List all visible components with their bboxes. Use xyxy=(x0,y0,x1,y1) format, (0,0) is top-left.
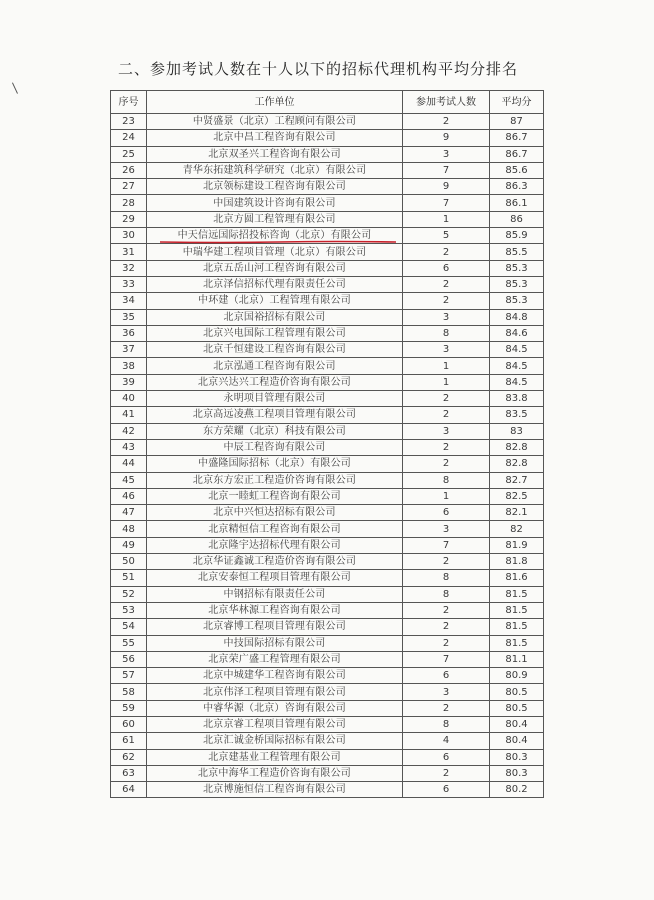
cell-name: 北京华林源工程咨询有限公司 xyxy=(147,602,403,618)
cell-rank: 30 xyxy=(111,228,147,244)
cell-avg: 82.8 xyxy=(490,439,544,455)
table-row xyxy=(111,293,544,309)
cell-avg: 86.1 xyxy=(490,195,544,211)
table-row xyxy=(111,684,544,700)
cell-name: 北京东方宏正工程造价咨询有限公司 xyxy=(147,472,403,488)
cell-name: 永明项目管理有限公司 xyxy=(147,391,403,407)
cell-avg: 82.5 xyxy=(490,488,544,504)
table-row xyxy=(111,407,544,423)
cell-avg: 80.9 xyxy=(490,668,544,684)
cell-rank: 43 xyxy=(111,439,147,455)
cell-name: 北京中城建华工程咨询有限公司 xyxy=(147,668,403,684)
table-row xyxy=(111,309,544,325)
cell-name: 北京安泰恒工程项目管理有限公司 xyxy=(147,570,403,586)
cell-avg: 84.5 xyxy=(490,342,544,358)
ranking-table xyxy=(110,90,544,798)
cell-name: 北京华证鑫诚工程造价咨询有限公司 xyxy=(147,554,403,570)
table-header-row xyxy=(111,91,544,114)
cell-name: 中天信远国际招投标咨询（北京）有限公司 xyxy=(147,228,403,244)
cell-count: 2 xyxy=(403,114,490,130)
cell-avg: 84.6 xyxy=(490,325,544,341)
cell-avg: 86.3 xyxy=(490,179,544,195)
cell-count: 5 xyxy=(403,228,490,244)
table-row xyxy=(111,749,544,765)
cell-name: 中盛隆国际招标（北京）有限公司 xyxy=(147,456,403,472)
cell-rank: 50 xyxy=(111,554,147,570)
cell-rank: 54 xyxy=(111,619,147,635)
cell-name: 北京兴达兴工程造价咨询有限公司 xyxy=(147,374,403,390)
cell-count: 2 xyxy=(403,554,490,570)
cell-count: 2 xyxy=(403,293,490,309)
table-row xyxy=(111,554,544,570)
cell-avg: 84.8 xyxy=(490,309,544,325)
cell-count: 1 xyxy=(403,211,490,227)
cell-name: 北京博施恒信工程咨询有限公司 xyxy=(147,782,403,798)
table-row xyxy=(111,505,544,521)
cell-avg: 85.9 xyxy=(490,228,544,244)
cell-rank: 48 xyxy=(111,521,147,537)
cell-name: 北京汇诚金桥国际招标有限公司 xyxy=(147,733,403,749)
table-row xyxy=(111,179,544,195)
cell-count: 2 xyxy=(403,765,490,781)
cell-count: 6 xyxy=(403,260,490,276)
cell-name: 北京京睿工程项目管理有限公司 xyxy=(147,716,403,732)
cell-avg: 81.5 xyxy=(490,635,544,651)
table-body xyxy=(111,114,544,798)
cell-avg: 81.5 xyxy=(490,586,544,602)
cell-count: 3 xyxy=(403,146,490,162)
cell-rank: 44 xyxy=(111,456,147,472)
cell-avg: 87 xyxy=(490,114,544,130)
table-row xyxy=(111,276,544,292)
table-row xyxy=(111,521,544,537)
cell-count: 1 xyxy=(403,488,490,504)
cell-rank: 25 xyxy=(111,146,147,162)
table-row xyxy=(111,195,544,211)
cell-count: 3 xyxy=(403,423,490,439)
cell-count: 7 xyxy=(403,537,490,553)
table-row xyxy=(111,456,544,472)
table-row xyxy=(111,162,544,178)
cell-name: 北京睿博工程项目管理有限公司 xyxy=(147,619,403,635)
cell-count: 2 xyxy=(403,276,490,292)
table-row xyxy=(111,668,544,684)
cell-rank: 34 xyxy=(111,293,147,309)
pen-mark xyxy=(12,78,27,94)
cell-rank: 40 xyxy=(111,391,147,407)
header-name: 工作单位 xyxy=(147,91,403,114)
table-row xyxy=(111,228,544,244)
table-row xyxy=(111,325,544,341)
cell-count: 6 xyxy=(403,668,490,684)
cell-avg: 85.5 xyxy=(490,244,544,260)
cell-avg: 85.6 xyxy=(490,162,544,178)
cell-name: 北京中兴恒达招标有限公司 xyxy=(147,505,403,521)
cell-count: 2 xyxy=(403,700,490,716)
cell-name: 北京一睦虹工程咨询有限公司 xyxy=(147,488,403,504)
cell-avg: 82.1 xyxy=(490,505,544,521)
header-rank: 序号 xyxy=(111,91,147,114)
cell-rank: 41 xyxy=(111,407,147,423)
table-row xyxy=(111,602,544,618)
cell-rank: 33 xyxy=(111,276,147,292)
cell-name: 中技国际招标有限公司 xyxy=(147,635,403,651)
cell-count: 6 xyxy=(403,505,490,521)
cell-rank: 51 xyxy=(111,570,147,586)
cell-rank: 32 xyxy=(111,260,147,276)
cell-name: 北京隆宇达招标代理有限公司 xyxy=(147,537,403,553)
cell-name: 北京兴电国际工程管理有限公司 xyxy=(147,325,403,341)
cell-rank: 23 xyxy=(111,114,147,130)
cell-rank: 55 xyxy=(111,635,147,651)
cell-count: 8 xyxy=(403,472,490,488)
table-row xyxy=(111,260,544,276)
table-row xyxy=(111,244,544,260)
cell-rank: 63 xyxy=(111,765,147,781)
cell-count: 4 xyxy=(403,733,490,749)
cell-avg: 80.5 xyxy=(490,700,544,716)
cell-rank: 39 xyxy=(111,374,147,390)
table-row xyxy=(111,651,544,667)
table-row xyxy=(111,114,544,130)
cell-rank: 57 xyxy=(111,668,147,684)
cell-name: 青华东拓建筑科学研究（北京）有限公司 xyxy=(147,162,403,178)
cell-avg: 80.2 xyxy=(490,782,544,798)
cell-avg: 84.5 xyxy=(490,374,544,390)
cell-count: 2 xyxy=(403,244,490,260)
cell-avg: 80.3 xyxy=(490,765,544,781)
table-row xyxy=(111,130,544,146)
cell-avg: 82.7 xyxy=(490,472,544,488)
cell-avg: 81.5 xyxy=(490,619,544,635)
cell-name: 北京领标建设工程咨询有限公司 xyxy=(147,179,403,195)
cell-count: 8 xyxy=(403,716,490,732)
table-row xyxy=(111,374,544,390)
cell-name: 北京精恒信工程咨询有限公司 xyxy=(147,521,403,537)
cell-rank: 27 xyxy=(111,179,147,195)
table-row xyxy=(111,716,544,732)
cell-avg: 80.5 xyxy=(490,684,544,700)
cell-rank: 58 xyxy=(111,684,147,700)
cell-count: 9 xyxy=(403,179,490,195)
page-title: 二、参加考试人数在十人以下的招标代理机构平均分排名 xyxy=(118,60,519,78)
cell-name: 中钢招标有限责任公司 xyxy=(147,586,403,602)
cell-rank: 31 xyxy=(111,244,147,260)
cell-count: 3 xyxy=(403,684,490,700)
cell-name: 北京千恒建设工程咨询有限公司 xyxy=(147,342,403,358)
cell-count: 7 xyxy=(403,195,490,211)
table-row xyxy=(111,342,544,358)
cell-count: 2 xyxy=(403,439,490,455)
cell-name: 北京方圆工程管理有限公司 xyxy=(147,211,403,227)
table-row xyxy=(111,570,544,586)
cell-avg: 81.5 xyxy=(490,602,544,618)
cell-count: 2 xyxy=(403,635,490,651)
cell-name: 北京泓通工程咨询有限公司 xyxy=(147,358,403,374)
table-row xyxy=(111,635,544,651)
cell-name: 北京高远凌燕工程项目管理有限公司 xyxy=(147,407,403,423)
cell-rank: 24 xyxy=(111,130,147,146)
cell-avg: 83 xyxy=(490,423,544,439)
cell-name: 中睿华源（北京）咨询有限公司 xyxy=(147,700,403,716)
cell-rank: 42 xyxy=(111,423,147,439)
cell-count: 2 xyxy=(403,407,490,423)
cell-name: 北京伟泽工程项目管理有限公司 xyxy=(147,684,403,700)
cell-rank: 26 xyxy=(111,162,147,178)
cell-avg: 81.8 xyxy=(490,554,544,570)
cell-name: 中国建筑设计咨询有限公司 xyxy=(147,195,403,211)
cell-name: 北京中海华工程造价咨询有限公司 xyxy=(147,765,403,781)
cell-count: 8 xyxy=(403,570,490,586)
cell-name: 北京双圣兴工程咨询有限公司 xyxy=(147,146,403,162)
table-row xyxy=(111,391,544,407)
cell-avg: 85.3 xyxy=(490,293,544,309)
cell-name: 北京国裕招标有限公司 xyxy=(147,309,403,325)
header-avg: 平均分 xyxy=(490,91,544,114)
cell-avg: 86.7 xyxy=(490,130,544,146)
table-row xyxy=(111,733,544,749)
cell-rank: 47 xyxy=(111,505,147,521)
cell-count: 1 xyxy=(403,374,490,390)
cell-avg: 82 xyxy=(490,521,544,537)
cell-avg: 82.8 xyxy=(490,456,544,472)
header-count: 参加考试人数 xyxy=(403,91,490,114)
cell-avg: 80.4 xyxy=(490,716,544,732)
cell-avg: 86.7 xyxy=(490,146,544,162)
table-row xyxy=(111,488,544,504)
cell-rank: 64 xyxy=(111,782,147,798)
cell-avg: 81.1 xyxy=(490,651,544,667)
cell-count: 8 xyxy=(403,586,490,602)
table-row xyxy=(111,700,544,716)
cell-rank: 46 xyxy=(111,488,147,504)
cell-count: 9 xyxy=(403,130,490,146)
cell-name: 北京建基业工程管理有限公司 xyxy=(147,749,403,765)
table-row xyxy=(111,146,544,162)
cell-rank: 37 xyxy=(111,342,147,358)
cell-name: 中贤盛景（北京）工程顾问有限公司 xyxy=(147,114,403,130)
cell-avg: 81.6 xyxy=(490,570,544,586)
cell-rank: 61 xyxy=(111,733,147,749)
cell-count: 2 xyxy=(403,602,490,618)
cell-rank: 35 xyxy=(111,309,147,325)
cell-rank: 56 xyxy=(111,651,147,667)
table-row xyxy=(111,423,544,439)
cell-count: 3 xyxy=(403,521,490,537)
cell-avg: 80.3 xyxy=(490,749,544,765)
cell-avg: 84.5 xyxy=(490,358,544,374)
cell-count: 7 xyxy=(403,651,490,667)
cell-name: 北京中昌工程咨询有限公司 xyxy=(147,130,403,146)
cell-rank: 59 xyxy=(111,700,147,716)
table-row xyxy=(111,586,544,602)
table-row xyxy=(111,619,544,635)
cell-count: 8 xyxy=(403,325,490,341)
cell-name: 北京荣广盛工程管理有限公司 xyxy=(147,651,403,667)
cell-rank: 62 xyxy=(111,749,147,765)
cell-rank: 28 xyxy=(111,195,147,211)
cell-avg: 81.9 xyxy=(490,537,544,553)
cell-name: 中辰工程咨询有限公司 xyxy=(147,439,403,455)
cell-avg: 83.5 xyxy=(490,407,544,423)
cell-rank: 53 xyxy=(111,602,147,618)
cell-rank: 36 xyxy=(111,325,147,341)
cell-count: 6 xyxy=(403,749,490,765)
cell-avg: 85.3 xyxy=(490,260,544,276)
cell-name: 北京五岳山河工程咨询有限公司 xyxy=(147,260,403,276)
cell-name: 北京泽信招标代理有限责任公司 xyxy=(147,276,403,292)
cell-avg: 80.4 xyxy=(490,733,544,749)
cell-rank: 49 xyxy=(111,537,147,553)
cell-avg: 86 xyxy=(490,211,544,227)
table-row xyxy=(111,211,544,227)
cell-count: 3 xyxy=(403,342,490,358)
table-row xyxy=(111,782,544,798)
table-row xyxy=(111,358,544,374)
cell-count: 1 xyxy=(403,358,490,374)
cell-rank: 52 xyxy=(111,586,147,602)
table-row xyxy=(111,472,544,488)
cell-count: 6 xyxy=(403,782,490,798)
cell-name: 中瑞华建工程项目管理（北京）有限公司 xyxy=(147,244,403,260)
cell-count: 2 xyxy=(403,391,490,407)
cell-count: 3 xyxy=(403,309,490,325)
table-row xyxy=(111,765,544,781)
cell-rank: 60 xyxy=(111,716,147,732)
cell-rank: 45 xyxy=(111,472,147,488)
table-row xyxy=(111,439,544,455)
cell-avg: 83.8 xyxy=(490,391,544,407)
cell-rank: 38 xyxy=(111,358,147,374)
cell-name: 东方荣耀（北京）科技有限公司 xyxy=(147,423,403,439)
cell-count: 7 xyxy=(403,162,490,178)
cell-count: 2 xyxy=(403,456,490,472)
cell-avg: 85.3 xyxy=(490,276,544,292)
cell-count: 2 xyxy=(403,619,490,635)
cell-rank: 29 xyxy=(111,211,147,227)
cell-name: 中环建（北京）工程管理有限公司 xyxy=(147,293,403,309)
table-row xyxy=(111,537,544,553)
